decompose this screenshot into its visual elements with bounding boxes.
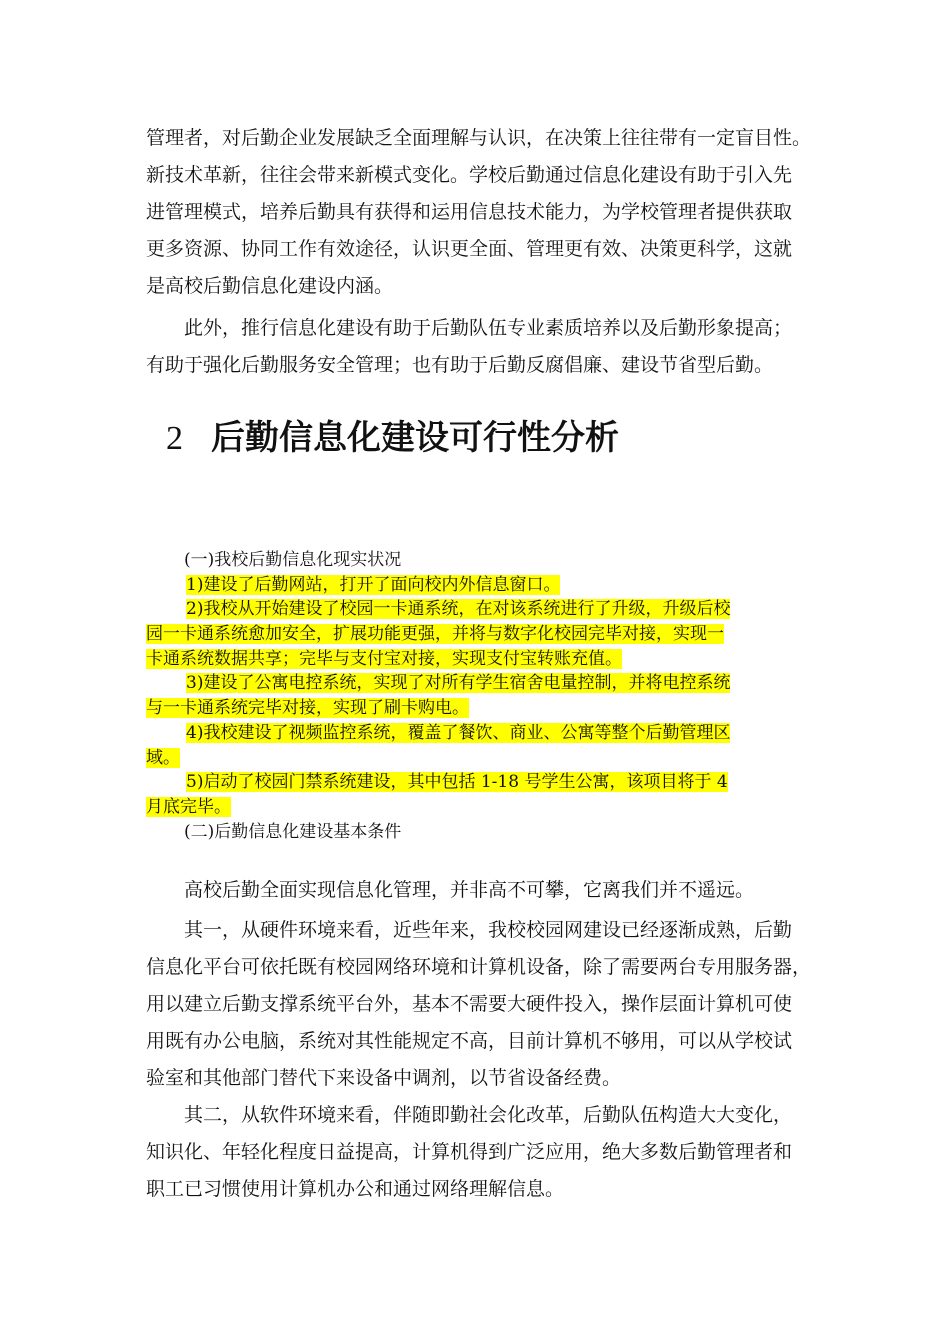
list-item-4-line xyxy=(146,721,816,746)
section-title: 后勤信息化建设可行性分析 xyxy=(211,418,619,458)
text-line: 有助于强化后勤服务安全管理；也有助于后勤反腐倡廉、建设节省型后勤。 xyxy=(146,354,774,376)
intro-paragraph-1 xyxy=(146,120,816,305)
list-item-5-line xyxy=(146,770,816,795)
list-item-3-line xyxy=(146,671,816,696)
highlighted-text: 域。 xyxy=(146,747,180,768)
highlighted-text: 4)我校建设了视频监控系统，覆盖了餐饮、商业、公寓等整个后勤管理区 xyxy=(186,722,731,743)
text-line: 其一，从硬件环境来看，近些年来，我校校园网建设已经逐渐成熟，后勤 xyxy=(184,919,793,941)
body-paragraph-2 xyxy=(146,912,816,1097)
highlighted-text: 月底完毕。 xyxy=(146,796,231,817)
text-line: 职工已习惯使用计算机办公和通过网络理解信息。 xyxy=(146,1178,565,1200)
status-list xyxy=(146,548,816,844)
text-line: 高校后勤全面实现信息化管理，并非高不可攀，它离我们并不遥远。 xyxy=(184,879,755,901)
body-paragraph-1 xyxy=(146,872,816,909)
text-line: 此外，推行信息化建设有助于后勤队伍专业素质培养以及后勤形象提高； xyxy=(184,317,793,339)
highlighted-text: 1)建设了后勤网站，打开了面向校内外信息窗口。 xyxy=(186,574,561,595)
intro-paragraph-2 xyxy=(146,310,816,384)
text-line: 信息化平台可依托既有校园网络环境和计算机设备，除了需要两台专用服务器， xyxy=(146,956,812,978)
section-number: 2 xyxy=(166,420,183,457)
text-line: 进管理模式，培养后勤具有获得和运用信息技术能力，为学校管理者提供获取 xyxy=(146,201,793,223)
highlighted-text: 2)我校从开始建设了校园一卡通系统，在对该系统进行了升级，升级后校 xyxy=(186,599,731,620)
text-line: 用以建立后勤支撑系统平台外，基本不需要大硬件投入，操作层面计算机可使 xyxy=(146,993,793,1015)
subsection-heading-1: (一)我校后勤信息化现实状况 xyxy=(184,550,402,570)
highlighted-text: 与一卡通系统完毕对接，实现了刷卡购电。 xyxy=(146,698,469,719)
text-line: 知识化、年轻化程度日益提高，计算机得到广泛应用，绝大多数后勤管理者和 xyxy=(146,1141,793,1163)
list-item-2-line xyxy=(146,622,816,647)
text-line: 管理者，对后勤企业发展缺乏全面理解与认识，在决策上往往带有一定盲目性。 xyxy=(146,127,812,149)
text-line: 是高校后勤信息化建设内涵。 xyxy=(146,275,394,297)
text-line: 其二，从软件环境来看，伴随即勤社会化改革，后勤队伍构造大大变化， xyxy=(184,1104,793,1126)
highlighted-text: 3)建设了公寓电控系统，实现了对所有学生宿舍电量控制，并将电控系统 xyxy=(186,673,731,694)
list-item-4-line xyxy=(146,746,816,771)
text-line: 用既有办公电脑，系统对其性能规定不高，目前计算机不够用，可以从学校试 xyxy=(146,1030,793,1052)
list-item-1-line xyxy=(146,573,816,598)
highlighted-text: 卡通系统数据共享；完毕与支付宝对接，实现支付宝转账充值。 xyxy=(146,648,622,669)
section-heading xyxy=(166,410,619,467)
body-paragraph-3 xyxy=(146,1097,816,1208)
text-line: 验室和其他部门替代下来设备中调剂，以节省设备经费。 xyxy=(146,1067,622,1089)
list-item-5-line xyxy=(146,795,816,820)
list-item-2-line xyxy=(146,597,816,622)
subsection-heading-2: (二)后勤信息化建设基本条件 xyxy=(184,821,402,842)
text-line: 更多资源、协同工作有效途径，认识更全面、管理更有效、决策更科学，这就 xyxy=(146,238,793,260)
highlighted-text: 园一卡通系统愈加安全，扩展功能更强，并将与数字化校园完毕对接，实现一 xyxy=(146,624,724,645)
text-line: 新技术革新，往往会带来新模式变化。学校后勤通过信息化建设有助于引入先 xyxy=(146,164,793,186)
list-item-2-line xyxy=(146,647,816,672)
list-item-3-line xyxy=(146,696,816,721)
highlighted-text: 5)启动了校园门禁系统建设，其中包括 1-18 号学生公寓，该项目将于 4 xyxy=(186,772,728,793)
